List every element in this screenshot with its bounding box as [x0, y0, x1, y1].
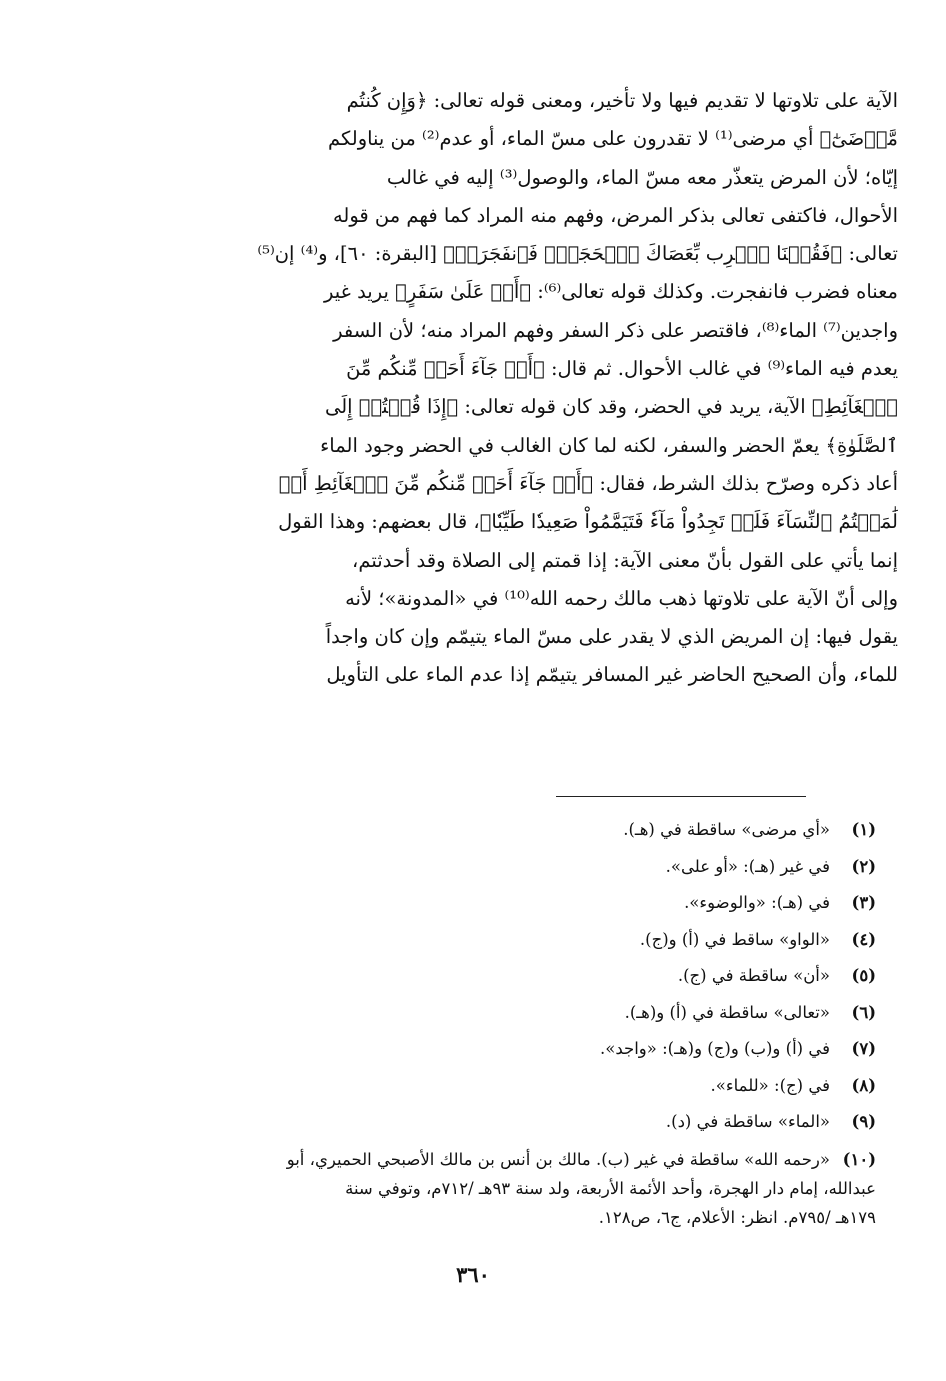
text-line: ٱلصَّلَوٰةِ﴾ يعمّ الحضر والسفر، لكنه لما كان الغالب في الحضر وجود الماء	[320, 433, 898, 457]
text-line: أعاد ذكره وصرّح بذلك الشرط، فقال: ﴿أَوۡ جَآءَ أَحَدٞ مِّنكُم مِّنَ ٱلۡغَآئِطِ أَوۡ	[278, 471, 898, 495]
text-line: الأحوال، فاكتفى تعالى بذكر المرض، وفهم منه المراد كما فهم من قوله	[332, 203, 898, 227]
text-line: واجدين⁽⁷⁾ الماء⁽⁸⁾، فاقتصر على ذكر السفر وفهم المراد منه؛ لأن السفر	[333, 318, 898, 342]
footnote-text: في (هـ): «والوضوء».	[684, 893, 830, 912]
footnote-number: (٦)	[851, 1002, 876, 1022]
footnote-item	[62, 1068, 876, 1105]
footnote-item	[62, 812, 876, 849]
footnote-number: (١)	[851, 820, 876, 839]
text-line: إيّاه؛ لأن المرض يتعذّر معه مسّ الماء، والوصول⁽³⁾ إليه في غالب	[386, 165, 898, 189]
text-line: للماء، وأن الصحيح الحاضر غير المسافر يتيمّم إذا عدم الماء على التأويل	[326, 663, 898, 687]
footnote-item	[62, 958, 876, 995]
footnote-number: (٩)	[851, 1112, 876, 1131]
text-line: لَٰمَسۡتُمُ ٱلنِّسَآءَ فَلَمۡ تَجِدُواْ مَآءٗ فَتَيَمَّمُواْ صَعِيدٗا طَيِّبٗا﴾، قال بعضهم: وهذا القول	[278, 510, 898, 534]
text-line: إنما يأتي على القول بأنّ معنى الآية: إذا قمتم إلى الصلاة وقد أحدثتم،	[352, 548, 898, 572]
footnote-continuation: ١٧٩هـ /٧٩٥م. انظر: الأعلام، ج٦، ص١٢٨.	[598, 1207, 876, 1227]
footnote-text: «الماء» ساقطة في (د).	[665, 1112, 830, 1131]
text-line: مَّرۡضَىٰٓ﴾ أي مرضى⁽¹⁾ لا تقدرون على مسّ الماء، أو عدم⁽²⁾ من يناولكم	[328, 127, 898, 151]
footnote-text: «أن» ساقطة في (ج).	[677, 966, 830, 985]
footnote-text: في (ج): «للماء».	[710, 1075, 830, 1095]
footnotes	[62, 812, 876, 1232]
footnote-text: «رحمه الله» ساقطة في غير (ب). مالك بن أنس بن مالك الأصبحي الحميري، أبو	[286, 1149, 830, 1169]
footnote-item	[62, 995, 876, 1032]
footnote-text: في (أ) و(ب) و(ج) و(هـ): «واجد».	[600, 1039, 830, 1058]
text-line: معناه فضرب فانفجرت. وكذلك قوله تعالى⁽⁶⁾: ﴿أَوۡ عَلَىٰ سَفَرٍ﴾ يريد غير	[324, 280, 898, 304]
footnote-number: (٣)	[851, 893, 876, 912]
footnote-item	[62, 1145, 876, 1174]
footnote-item	[62, 1031, 876, 1068]
footnote-number: (٧)	[851, 1039, 876, 1058]
footnote-number: (١٠)	[842, 1149, 876, 1169]
text-line: يعدم فيه الماء⁽⁹⁾ في غالب الأحوال. ثم قال: ﴿أَوۡ جَآءَ أَحَدٞ مِّنكُم مِّنَ	[346, 357, 898, 381]
footnote-continuation: عبدالله، إمام دار الهجرة، وأحد الأئمة الأربعة، ولد سنة ٩٣هـ /٧١٢م، وتوفي سنة	[345, 1178, 876, 1198]
footnote-text: «أي مرضى» ساقطة في (هـ).	[623, 820, 830, 839]
footnote-separator	[556, 796, 806, 797]
main-text	[62, 82, 898, 695]
footnote-item	[62, 849, 876, 886]
page-number: ٣٦٠	[456, 1262, 490, 1287]
text-line: يقول فيها: إن المريض الذي لا يقدر على مسّ الماء يتيمّم وإن كان واجداً	[325, 625, 898, 649]
footnote-item	[62, 922, 876, 959]
footnote-number: (٥)	[851, 966, 876, 985]
text-line: تعالى: ﴿فَقُلۡنَا ٱضۡرِب بِّعَصَاكَ ٱلۡحَجَرَۖ فَٱنفَجَرَتۡ﴾ [البقرة: ٦٠]، و⁽⁴⁾ إن⁽⁵⁾	[257, 242, 898, 266]
text-line: وإلى أنّ الآية على تلاوتها ذهب مالك رحمه الله⁽¹⁰⁾ في «المدونة»؛ لأنه	[345, 586, 898, 610]
text-line: ٱلۡغَآئِطِ﴾ الآية، يريد في الحضر، وقد كان قوله تعالى: ﴿إِذَا قُمۡتُمۡ إِلَى	[324, 395, 898, 419]
footnote-text: «الواو» ساقط في (أ) و(ج).	[639, 929, 830, 949]
footnote-text: في غير (هـ): «أو على».	[665, 856, 830, 876]
footnote-number: (٤)	[851, 929, 876, 949]
footnote-text: «تعالى» ساقطة في (أ) و(هـ).	[624, 1002, 830, 1022]
footnote-item	[62, 1104, 876, 1141]
text-line: الآية على تلاوتها لا تقديم فيها ولا تأخير، ومعنى قوله تعالى: ﴿وَإِن كُنتُم	[346, 89, 898, 112]
footnote-number: (٢)	[851, 856, 876, 876]
footnote-number: (٨)	[851, 1075, 876, 1095]
footnote-item	[62, 885, 876, 922]
